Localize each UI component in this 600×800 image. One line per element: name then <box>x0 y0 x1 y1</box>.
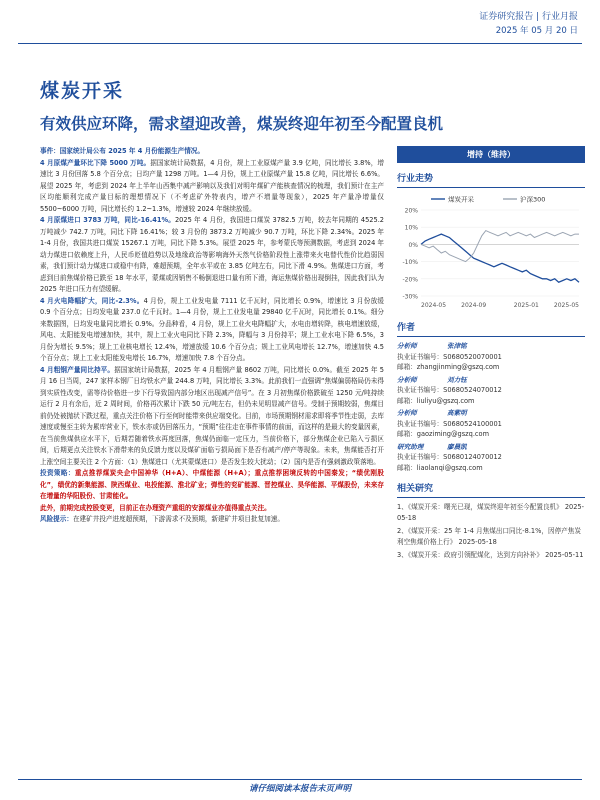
footer-disclaimer: 请仔细阅读本报告末页声明 <box>248 784 351 794</box>
y-tick-label: -10% <box>402 259 418 267</box>
analyst-entry <box>397 442 585 474</box>
paragraph <box>40 158 384 216</box>
related-item[interactable] <box>397 550 585 561</box>
paragraph-emphasis: 国家统计局公布 2025 年 4 月份能源生产情况。 <box>59 147 204 155</box>
x-tick-label: 2025-05 <box>553 302 579 309</box>
analyst-name: 张津铭 <box>447 342 467 350</box>
paragraph-text: 4 月份，规上工业发电量 7111 亿千瓦时，同比增长 0.9%，增速比 3 月份放缓 0.9 个百分点；日均发电量 237.0 亿千瓦时。1—4 月份，规上工业发电量 29840 亿千瓦时，同比增长 0.1%。细分来数据图，日均发电量同比增长 0.9%。分品种看，4 月份，规上工业火电降幅扩大，水电由增转降，核电增速放缓，风电、太阳能发电增速加快，其中，规上工业火电同比下降 2.3%，降幅与 3 月份持平；规上工业水电下降 6.5%，3 月份为增长 9.5%；规上工业核电增长 12.4%，增速放缓 10.6 个百分点；规上工业风电增长 12.7%，增速加快 4.5 个百分点；规上工业太阳能发电增长 16.7%，增速加快 7.8 个百分点。 <box>40 296 384 362</box>
authors-title: 作者 <box>397 320 585 337</box>
paragraph-lead: 4 月粗钢产量同比持平。 <box>40 365 115 374</box>
analyst-license: 执业证书编号：S0680124070012 <box>397 453 502 461</box>
analyst-email[interactable]: 邮箱：liuliyu@gszq.com <box>397 396 475 405</box>
y-tick-label: -20% <box>402 276 418 284</box>
related-item-title: 1、《煤炭开采：曙光已现，煤炭终迎年初至今配置良机》 <box>397 503 563 511</box>
related-item-date: 2025-05-18 <box>397 503 585 522</box>
analyst-role: 分析师 <box>397 409 417 417</box>
analyst-email[interactable]: 邮箱：gaoziming@gszq.com <box>397 430 489 438</box>
report-date: 2025 年 05 月 20 日 <box>495 26 578 36</box>
analyst-name: 高紫明 <box>447 409 467 417</box>
analyst-email[interactable]: 邮箱：zhangjinming@gszq.com <box>397 363 500 371</box>
paragraph-emphasis: 此外，前期完成控股变更，目前正在办理资产重组的安源煤业亦值得重点关注。 <box>40 503 271 512</box>
trend-chart <box>397 192 585 312</box>
paragraph-text: 在建矿井投产进度超预期，下游需求不及预期，新建矿井项目批复加速。 <box>72 515 284 523</box>
analyst-entry <box>397 375 585 407</box>
report-type: 证券研究报告 | 行业月报 <box>479 12 578 22</box>
legend-label: 煤炭开采 <box>448 195 474 204</box>
paragraph <box>40 514 384 526</box>
analyst-entry <box>397 408 585 440</box>
analyst-list <box>397 341 585 473</box>
legend-label: 沪深300 <box>520 195 546 204</box>
paragraph-lead: 风险提示： <box>40 515 73 523</box>
related-item-date: 2025-05-11 <box>542 551 584 559</box>
analyst-license: 执业证书编号：S0680520070001 <box>397 352 502 361</box>
related-item-title: 3、《煤炭开采：政府引领配煤化，达到方向补补》 <box>397 551 543 559</box>
related-title: 相关研究 <box>397 481 585 498</box>
paragraph <box>40 296 384 365</box>
paragraph-text: 2025 年 4 月份，我国进口煤炭 3782.5 万吨，较去年同期的 4525.2 万吨减少 742.7 万吨，同比下降 16.41%；较 3 月份的 3873.2 万吨减少 90.7 万吨，环比下降 2.34%。2025 年 1-4 月份，我国共进口煤炭 15267.1 万吨，同比下降 5.3%。展望 2025 年，参考蒙氏等预测数据，考虑到 2024 年动力煤进口依赖度上升，人民币贬值趋势以及地缘政治等影响海外天然气价格阶段性上涨带来火电替代性价比趋弱因素，我们预计动力煤进口或稳中有降，难超预期，全年水平或在 3.85 亿吨左右，同比下滑 4.9%。焦煤进口方面，考虑到目前焦煤价格已跌至 18 年水平，蒙煤或因销售不畅倒退进口量有所下滑，海运焦煤价格出现倒挂，因此我们认为 2025 年进口压力有望缓解。 <box>40 216 384 293</box>
paragraph-text: 据国家统计局数据，4 月份，规上工业原煤产量 3.9 亿吨，同比增长 3.8%，增速比 3 月份回落 5.8 个百分点；日均产量 1298 万吨。1—4 月份，规上工业原煤产量 15.8 亿吨，同比增长 6.6%。展望 2025 年，考虑到 2024 年上半年山西集中减产影响以及我们对明年煤矿产能核查情况的梳理，我们预计在主产区均能顺利完成产量目标的理想情况下（不考虑矿外特表内，增产不增量等现象），2025 年产量净增量仅 5500~6000 万吨，同比增长约 1.2~1.3%，增速较 2024 年继续放缓。 <box>40 158 384 213</box>
rating-badge: 增持（维持） <box>397 146 585 163</box>
related-item-title: 2、《煤炭开采：25 年 1-4 月焦煤出口同比-8.1%，因停产焦炭利空焦煤价格上行》 <box>397 527 581 546</box>
page-subtitle: 有效供应环降，需求望迎改善，煤炭终迎年初至今配置良机 <box>40 114 444 133</box>
paragraph-lead: 4 月原煤产量环比下降 5000 万吨。 <box>40 158 151 167</box>
report-header <box>479 10 578 38</box>
analyst-license: 执业证书编号：S0680524100001 <box>397 419 502 428</box>
series-line <box>421 234 579 282</box>
related-item-date: 2025-05-18 <box>456 538 497 546</box>
footer-divider <box>18 779 582 780</box>
analyst-email[interactable]: 邮箱：liaolanqi@gszq.com <box>397 463 483 472</box>
report-body <box>40 146 384 526</box>
y-tick-label: 10% <box>404 224 418 232</box>
paragraph-lead: 投资策略： <box>40 469 75 477</box>
trend-title: 行业走势 <box>397 171 585 188</box>
analyst-role: 分析师 <box>397 342 417 350</box>
analyst-license: 执业证书编号：S0680524070012 <box>397 386 502 394</box>
header-divider <box>18 43 582 44</box>
related-item[interactable] <box>397 526 585 548</box>
paragraph <box>40 468 384 503</box>
x-tick-label: 2024-05 <box>421 302 447 309</box>
paragraph-lead: 4 月火电降幅扩大，同比-2.3%。 <box>40 296 144 305</box>
paragraph <box>40 146 384 158</box>
analyst-name: 刘力钰 <box>447 375 467 384</box>
analyst-entry <box>397 341 585 373</box>
y-tick-label: -30% <box>402 293 418 301</box>
paragraph <box>40 215 384 296</box>
paragraph <box>40 365 384 469</box>
page-title: 煤炭开采 <box>40 80 125 102</box>
paragraph-lead: 事件： <box>40 147 60 155</box>
sidebar <box>397 146 585 563</box>
analyst-role: 研究助理 <box>397 442 424 451</box>
paragraph-emphasis: 重点推荐煤炭央企中国神华（H+A）、中煤能源（H+A）；重点推荐困境反转的中国秦发；“绩优刚股化”，绩优的新集能源、陕西煤业、电投能源、淮北矿业；弹性的兖矿能源、晋控煤业、昊华能源、平煤股份，未来存在增量的华阳股份、甘肃能化。 <box>40 469 384 500</box>
x-tick-label: 2025-01 <box>513 302 539 309</box>
analyst-name: 廖晨凯 <box>447 442 467 451</box>
paragraph <box>40 503 384 515</box>
related-item[interactable] <box>397 502 585 524</box>
related-list <box>397 502 585 561</box>
paragraph-lead: 4 月原煤进口 3783 万吨，同比-16.41%。 <box>40 216 175 224</box>
analyst-role: 分析师 <box>397 375 417 384</box>
x-tick-label: 2024-09 <box>461 302 487 309</box>
y-tick-label: 0% <box>408 241 418 249</box>
paragraph-text: 据国家统计局数据，2025 年 4 月粗钢产量 8602 万吨，同比增长 0.0%。截至 2025 年 5 月 16 日当周，247 家样本钢厂日均铁水产量 244.8 万吨，同比增长 3.3%。此前我们一直强调“焦煤偏弱格局仍未得到实质性改变，需等待价格进一步下行导致国内部分地区出现减产信号”。在 3 月初焦煤价格跌破至 1250 元/吨持续运行 2 月有余后，近 2 周时间，价格再次累计下跌 50 元/吨左右，但仍未见明显减产信号。受制于预期较弱，焦煤目前仍处被抛状下跌过程，重点关注价格下行至何时能带来供应端变化。目前，市场预期钢材需求即将季节性走弱，去库速度或慢至主转为累库营业下，铁水亦或仍回落压力，“预期”往往走在事件事情的前面，而这样的是最大的变量因素，在当前焦煤供应水平下，后期若随着铁水再度回落，焦煤仍面临一定压力，当前价格下，部分焦煤企业已陷入亏损区间，后期更点关注铁水下滑带来的负反馈力度以及煤矿面临亏损局面下是否有减产/停产等现象。未来，焦煤能否打开上涨空间主要关注 2 个方面：（1）焦煤进口（尤其蒙煤进口）是否发生较大扰动；（2）国内是否有强刺激政策落地。 <box>40 365 385 466</box>
y-tick-label: 20% <box>404 207 418 215</box>
